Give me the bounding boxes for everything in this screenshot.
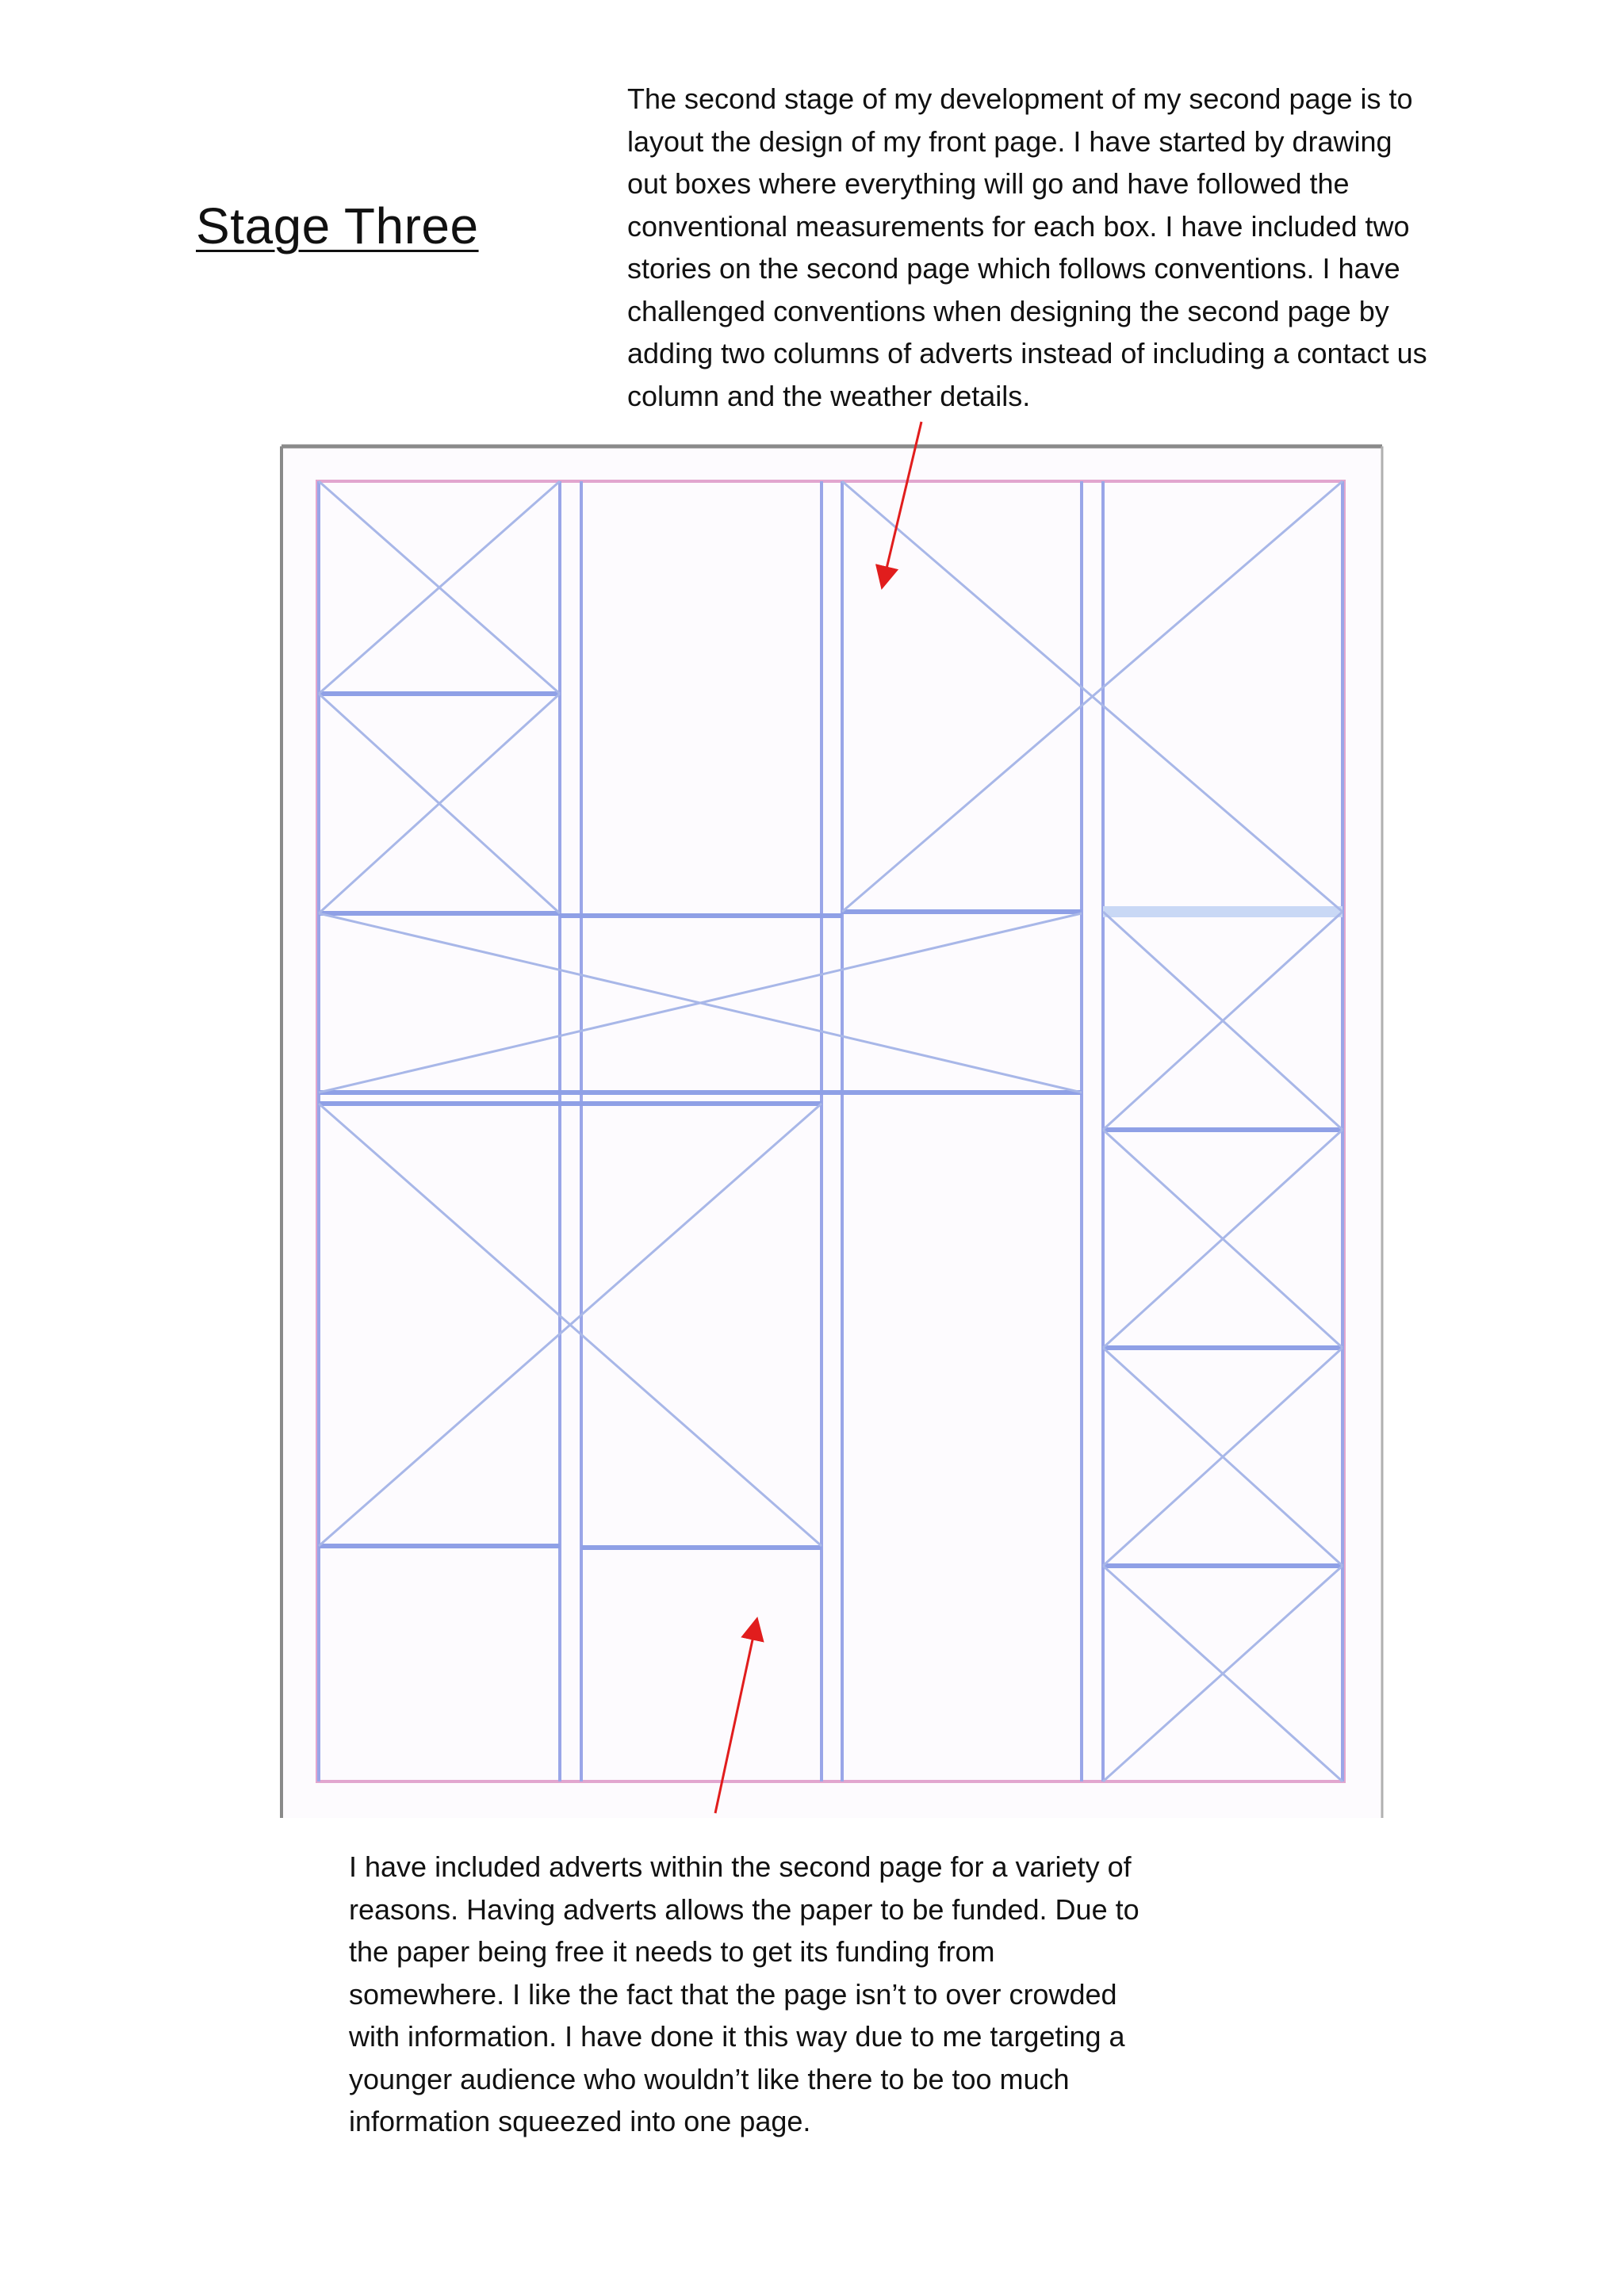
conclusion-line: somewhere. I like the fact that the page isn’t to over crowded <box>349 1977 1117 2011</box>
conclusion-line: the paper being free it needs to get its funding from <box>349 1935 995 1968</box>
intro-line: out boxes where everything will go and have followed the <box>627 167 1350 200</box>
conclusion-line: younger audience who wouldn’t like there to be too much <box>349 2062 1070 2095</box>
conclusion-line: I have included adverts within the second page for a variety of <box>349 1850 1132 1883</box>
intro-line: stories on the second page which follows conventions. I have <box>627 252 1400 285</box>
conclusion-line: information squeezed into one page. <box>349 2105 811 2137</box>
intro-line: layout the design of my front page. I have started by drawing <box>627 124 1392 158</box>
conclusion-line: with information. I have done it this way due to me targeting a <box>349 2020 1125 2053</box>
intro-line: adding two columns of adverts instead of including a contact us <box>627 337 1427 369</box>
intro-line: The second stage of my development of my second page is to <box>627 82 1413 115</box>
intro-line: challenged conventions when designing the second page by <box>627 294 1389 327</box>
page-title: Stage Three <box>196 197 479 254</box>
intro-line: conventional measurements for each box. I have included two <box>627 209 1410 243</box>
conclusion-paragraph <box>349 1846 1142 2143</box>
conclusion-line: reasons. Having adverts allows the paper to be funded. Due to <box>349 1892 1139 1926</box>
intro-line: column and the weather details. <box>627 379 1031 412</box>
